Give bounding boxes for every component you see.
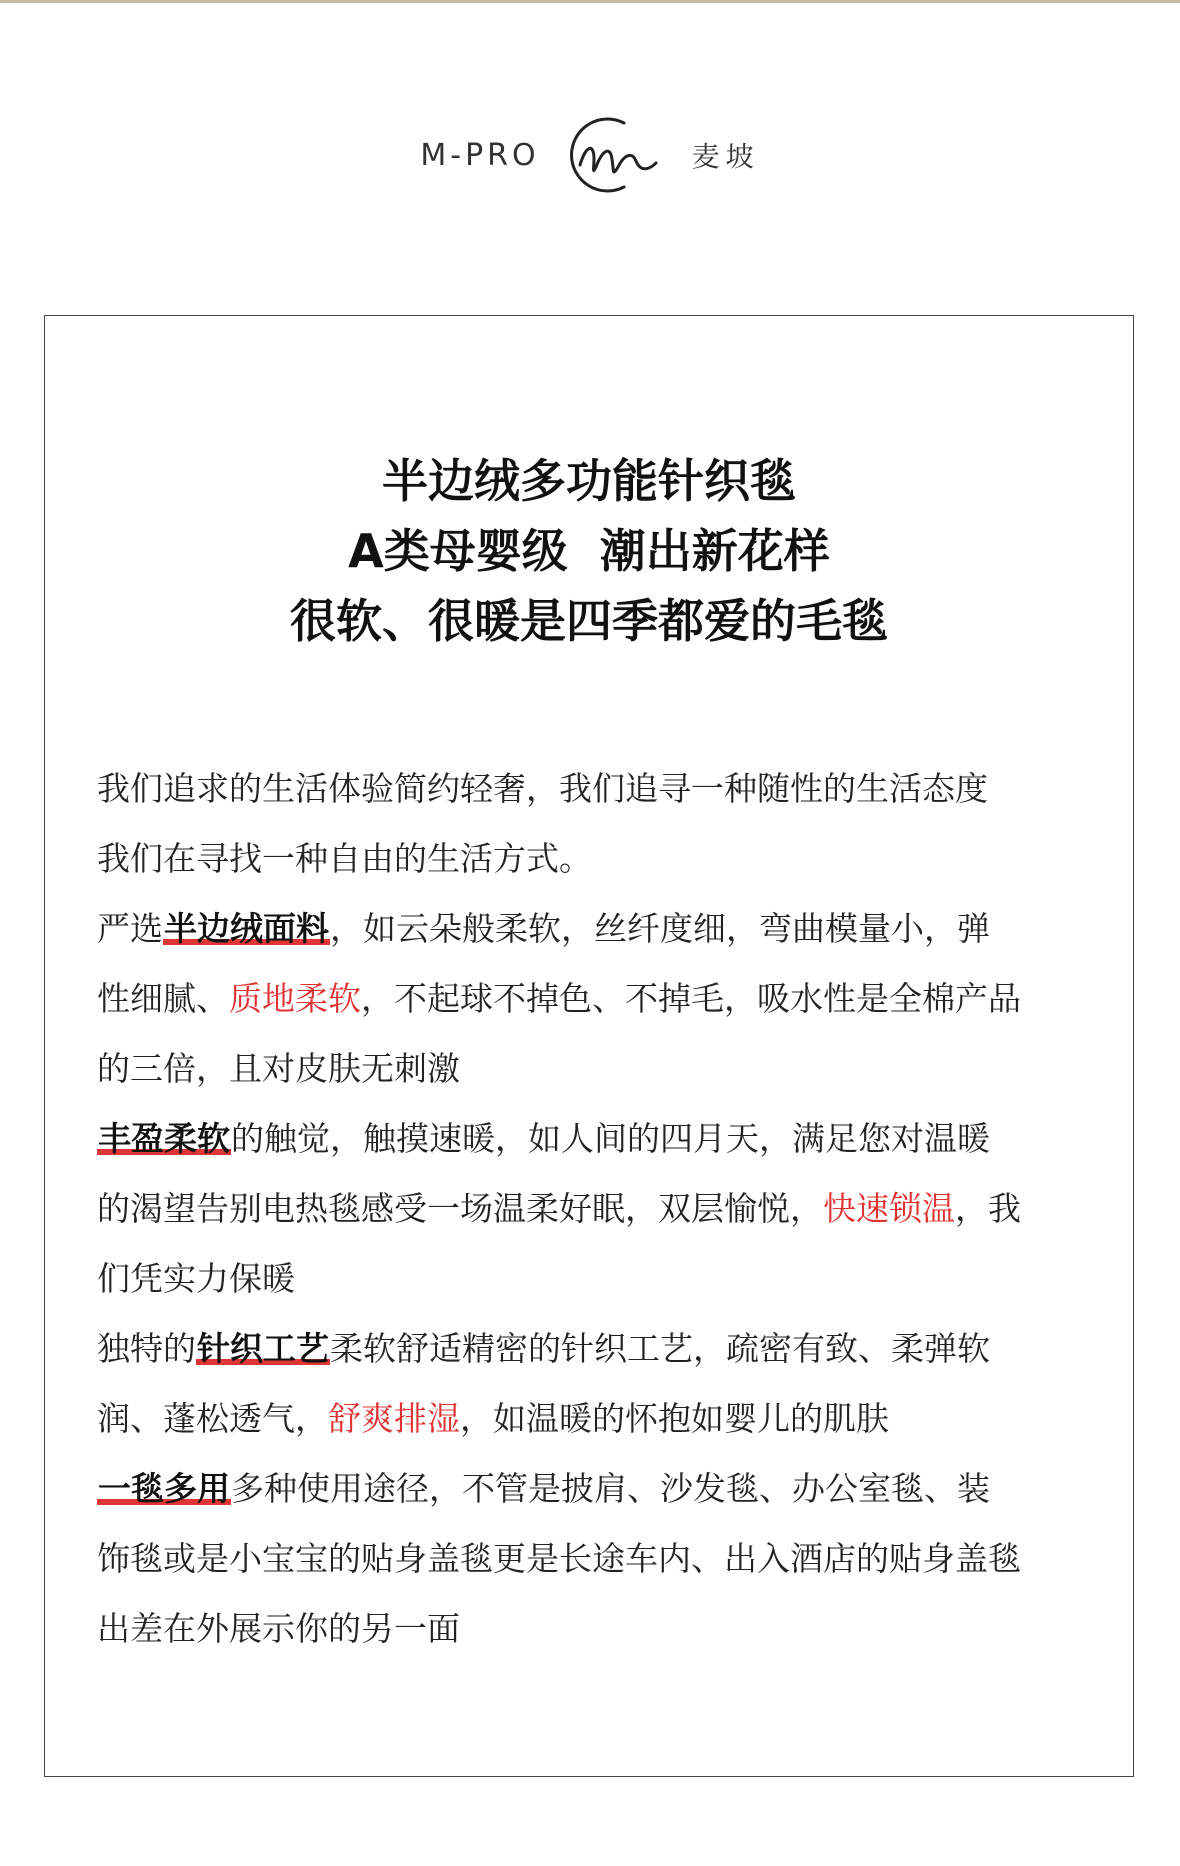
brand-name-en: M-PRO	[420, 137, 540, 173]
section3-line-1	[97, 1314, 1087, 1384]
section3-line2-text-b: ，如温暖的怀抱如婴儿的肌肤	[460, 1399, 889, 1438]
section4-line-3: 出差在外展示你的另一面	[97, 1609, 460, 1648]
section1-line2-text-a: 性细腻、	[97, 979, 229, 1018]
section1-line-1	[97, 894, 1087, 964]
section4-highlight: 一毯多用	[98, 1469, 230, 1508]
m-script-circle-logo-icon	[562, 115, 670, 195]
section4-line1-text: 多种使用途径，不管是披肩、沙发毯、办公室毯、装	[231, 1469, 990, 1508]
brand-logo	[0, 115, 1180, 195]
description-body	[97, 754, 1087, 1664]
section2-line-1	[97, 1104, 1087, 1174]
top-divider	[0, 0, 1180, 3]
section1-line-2	[97, 964, 1087, 1034]
content-frame	[44, 315, 1134, 1777]
headline	[45, 446, 1133, 656]
section3-highlight: 针织工艺	[197, 1329, 329, 1368]
section3-red-keyword: 舒爽排湿	[328, 1399, 460, 1438]
headline-line-2: A类母婴级 潮出新花样	[348, 524, 830, 578]
section2-line2-text-a: 的渴望告别电热毯感受一场温柔好眠，双层愉悦，	[97, 1189, 823, 1228]
section1-prefix: 严选	[97, 909, 163, 948]
headline-line-3: 很软、很暖是四季都爱的毛毯	[290, 594, 888, 648]
section3-line1-text: 柔软舒适精密的针织工艺，疏密有致、柔弹软	[330, 1329, 990, 1368]
section3-line-2	[97, 1384, 1087, 1454]
section4-line-1	[97, 1454, 1087, 1524]
section2-line1-text: 的触觉，触摸速暖，如人间的四月天，满足您对温暖	[231, 1119, 990, 1158]
section3-prefix: 独特的	[97, 1329, 196, 1368]
headline-line-1: 半边绒多功能针织毯	[382, 454, 796, 508]
intro-line-2: 我们在寻找一种自由的生活方式。	[97, 839, 592, 878]
section2-line2-text-b: ，我	[955, 1189, 1021, 1228]
section2-line-2	[97, 1174, 1087, 1244]
section1-red-keyword: 质地柔软	[229, 979, 361, 1018]
brand-name-cn: 麦坡	[691, 140, 760, 173]
section1-line2-text-b: ，不起球不掉色、不掉毛，吸水性是全棉产品	[361, 979, 1021, 1018]
section1-line-3: 的三倍，且对皮肤无刺激	[97, 1049, 460, 1088]
section1-highlight: 半边绒面料	[164, 909, 329, 948]
section3-line2-text-a: 润、蓬松透气，	[97, 1399, 328, 1438]
section2-red-keyword: 快速锁温	[823, 1189, 955, 1228]
section2-line-3: 们凭实力保暖	[97, 1259, 295, 1298]
section1-line1-text: ，如云朵般柔软，丝纤度细，弯曲模量小，弹	[330, 909, 990, 948]
section4-line-2: 饰毯或是小宝宝的贴身盖毯更是长途车内、出入酒店的贴身盖毯	[97, 1539, 1021, 1578]
intro-line-1: 我们追求的生活体验简约轻奢，我们追寻一种随性的生活态度	[97, 769, 988, 808]
section2-highlight: 丰盈柔软	[98, 1119, 230, 1158]
